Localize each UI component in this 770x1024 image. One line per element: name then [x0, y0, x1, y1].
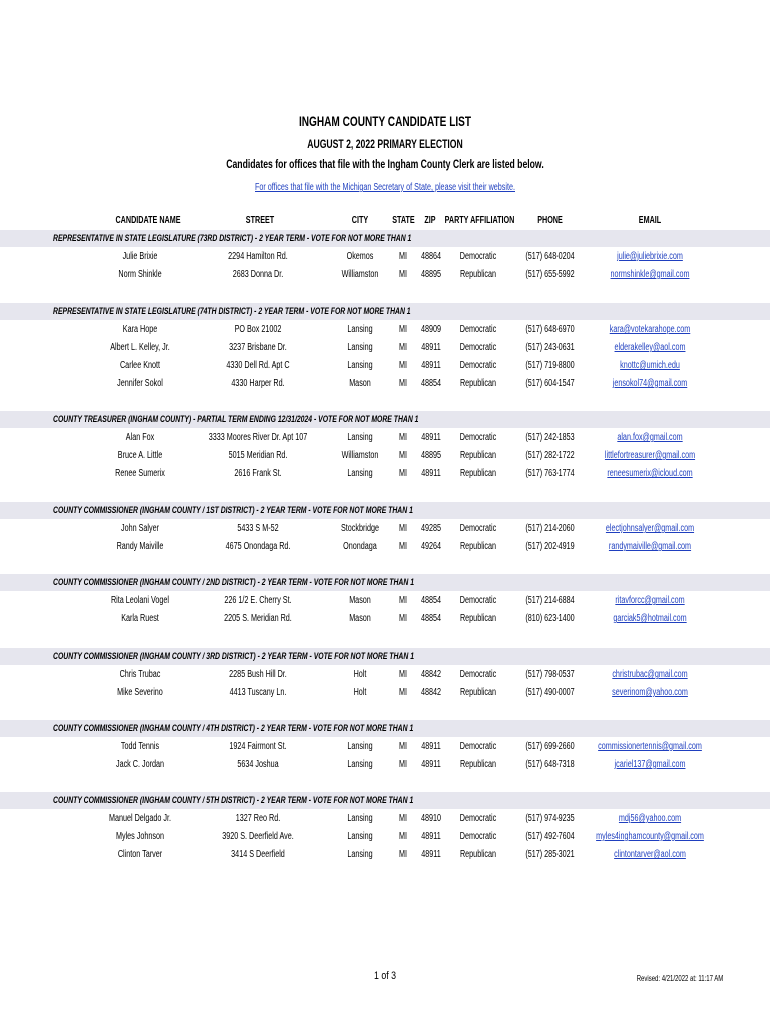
document-title: INGHAM COUNTY CANDIDATE LIST: [298, 113, 472, 129]
section-heading-text: COUNTY COMMISSIONER (INGHAM COUNTY / 5TH DISTRICT) - 2 YEAR TERM - VOTE FOR NOT MORE THAN 1: [53, 795, 414, 806]
cell-email[interactable]: littlefortreasurer@gmail.com: [604, 450, 696, 461]
cell-phone: (517) 285-3021: [525, 849, 575, 860]
cell-email[interactable]: garciak5@hotmail.com: [613, 613, 687, 624]
section-heading-text: COUNTY COMMISSIONER (INGHAM COUNTY / 4TH DISTRICT) - 2 YEAR TERM - VOTE FOR NOT MORE THAN 1: [53, 723, 414, 734]
col-city: CITY: [351, 215, 369, 226]
cell-city: Lansing: [347, 741, 373, 752]
table-row: [0, 738, 770, 756]
cell-state: MI: [398, 813, 407, 824]
cell-email[interactable]: normshinkle@gmail.com: [610, 269, 690, 280]
cell-state: MI: [398, 360, 407, 371]
section-heading: [0, 792, 770, 809]
table-row: [0, 810, 770, 828]
cell-phone: (517) 214-2060: [525, 523, 575, 534]
cell-email[interactable]: jensokol74@gmail.com: [612, 378, 688, 389]
cell-city: Lansing: [347, 432, 373, 443]
cell-state: MI: [398, 432, 407, 443]
cell-email[interactable]: christrubac@gmail.com: [612, 669, 688, 680]
cell-street: 3237 Brisbane Dr.: [229, 342, 287, 353]
cell-zip: 48911: [421, 831, 441, 842]
cell-zip: 48911: [421, 432, 441, 443]
cell-zip: 49285: [420, 523, 442, 534]
cell-phone: (517) 243-0631: [525, 342, 575, 353]
cell-zip: 48854: [420, 595, 442, 606]
cell-name: Karla Ruest: [121, 613, 159, 624]
cell-email[interactable]: elderakelley@aol.com: [614, 342, 686, 353]
cell-city: Williamston: [341, 269, 379, 280]
table-row: [0, 339, 770, 357]
cell-email[interactable]: randymaiville@gmail.com: [608, 541, 692, 552]
table-row: [0, 610, 770, 628]
cell-zip: 48895: [420, 269, 442, 280]
cell-name: Jennifer Sokol: [117, 378, 163, 389]
cell-email[interactable]: clintontarver@aol.com: [614, 849, 686, 860]
col-street: STREET: [245, 215, 275, 226]
cell-name: John Salyer: [120, 523, 160, 534]
cell-state: MI: [398, 468, 407, 479]
cell-zip: 48895: [420, 450, 442, 461]
cell-zip: 48911: [421, 759, 441, 770]
cell-city: Mason: [349, 613, 371, 624]
cell-party: Republican: [459, 759, 497, 770]
cell-email[interactable]: julie@juliebrixie.com: [617, 251, 683, 262]
cell-name: Alan Fox: [125, 432, 155, 443]
cell-email[interactable]: reneesumerix@icloud.com: [607, 468, 693, 479]
candidate-section: [0, 792, 770, 864]
cell-party: Democratic: [459, 324, 497, 335]
section-heading: [0, 720, 770, 737]
candidate-section: [0, 648, 770, 702]
cell-phone: (517) 655-5992: [525, 269, 575, 280]
section-heading-text: COUNTY TREASURER (INGHAM COUNTY) - PARTIAL TERM ENDING 12/31/2024 - VOTE FOR NOT MORE THAN 1: [53, 414, 419, 425]
cell-state: MI: [398, 269, 407, 280]
table-row: [0, 846, 770, 864]
cell-name: Clinton Tarver: [117, 849, 163, 860]
cell-street: 2205 S. Meridian Rd.: [224, 613, 292, 624]
cell-zip: 48854: [420, 378, 442, 389]
table-row: [0, 465, 770, 483]
cell-state: MI: [398, 687, 407, 698]
cell-phone: (517) 719-8800: [525, 360, 575, 371]
cell-name: Myles Johnson: [115, 831, 165, 842]
col-party: PARTY AFFILIATION: [444, 215, 515, 226]
candidate-section: [0, 574, 770, 628]
cell-city: Onondaga: [343, 541, 377, 552]
cell-zip: 48911: [421, 342, 441, 353]
cell-party: Republican: [459, 613, 497, 624]
section-heading: [0, 303, 770, 320]
table-row: [0, 429, 770, 447]
cell-party: Democratic: [459, 432, 497, 443]
cell-party: Democratic: [459, 251, 497, 262]
cell-phone: (517) 648-0204: [525, 251, 575, 262]
cell-street: 4330 Dell Rd. Apt C: [226, 360, 290, 371]
cell-street: 4675 Onondaga Rd.: [225, 541, 291, 552]
cell-party: Democratic: [459, 523, 497, 534]
cell-name: Manuel Delgado Jr.: [108, 813, 172, 824]
col-state: STATE: [392, 215, 415, 226]
cell-zip: 48911: [421, 741, 441, 752]
cell-phone: (517) 763-1774: [525, 468, 575, 479]
cell-name: Chris Trubac: [119, 669, 161, 680]
cell-zip: 48854: [420, 613, 442, 624]
cell-city: Lansing: [347, 813, 373, 824]
cell-zip: 49264: [420, 541, 442, 552]
cell-phone: (517) 490-0007: [525, 687, 575, 698]
cell-state: MI: [398, 613, 407, 624]
cell-name: Carlee Knott: [119, 360, 161, 371]
col-name: CANDIDATE NAME: [115, 215, 181, 226]
cell-party: Democratic: [459, 360, 497, 371]
cell-city: Holt: [353, 669, 367, 680]
cell-name: Jack C. Jordan: [115, 759, 165, 770]
cell-phone: (517) 242-1853: [525, 432, 575, 443]
cell-street: 5015 Meridian Rd.: [228, 450, 288, 461]
cell-email[interactable]: jcariel137@gmail.com: [614, 759, 686, 770]
cell-party: Republican: [459, 378, 497, 389]
column-headers: [0, 215, 770, 229]
cell-email[interactable]: myles4inghamcounty@gmail.com: [596, 831, 704, 842]
section-heading: [0, 502, 770, 519]
revised-date: Revised: 4/21/2022 at: 11:17 AM: [636, 974, 724, 983]
table-row: [0, 266, 770, 284]
cell-street: 4413 Tuscany Ln.: [229, 687, 287, 698]
cell-street: 1327 Reo Rd.: [235, 813, 281, 824]
cell-city: Mason: [349, 378, 371, 389]
cell-email[interactable]: knottc@umich.edu: [620, 360, 680, 371]
cell-state: MI: [398, 450, 407, 461]
cell-city: Lansing: [347, 360, 373, 371]
section-heading-text: COUNTY COMMISSIONER (INGHAM COUNTY / 1ST DISTRICT) - 2 YEAR TERM - VOTE FOR NOT MORE THAN 1: [53, 505, 413, 516]
cell-party: Democratic: [459, 342, 497, 353]
table-row: [0, 666, 770, 684]
cell-name: Mike Severino: [117, 687, 163, 698]
cell-city: Lansing: [347, 831, 373, 842]
cell-email[interactable]: commissionertennis@gmail.com: [598, 741, 702, 752]
sos-website-link[interactable]: For offices that file with the Michigan Secretary of State, please visit their website.: [255, 182, 515, 193]
cell-city: Lansing: [347, 342, 373, 353]
document-subtitle: Candidates for offices that file with the Ingham County Clerk are listed below.: [226, 157, 544, 171]
cell-phone: (517) 492-7604: [525, 831, 575, 842]
cell-state: MI: [398, 324, 407, 335]
cell-name: Bruce A. Little: [117, 450, 163, 461]
cell-street: 2683 Donna Dr.: [232, 269, 284, 280]
cell-state: MI: [398, 741, 407, 752]
cell-street: 2294 Hamilton Rd.: [228, 251, 288, 262]
cell-zip: 48911: [421, 849, 441, 860]
cell-name: Norm Shinkle: [118, 269, 162, 280]
cell-phone: (517) 214-6884: [525, 595, 575, 606]
table-row: [0, 321, 770, 339]
cell-zip: 48909: [420, 324, 442, 335]
cell-name: Rita Leolani Vogel: [110, 595, 170, 606]
cell-zip: 48842: [420, 687, 442, 698]
candidate-section: [0, 303, 770, 393]
cell-state: MI: [398, 251, 407, 262]
cell-email[interactable]: electjohnsalyer@gmail.com: [605, 523, 695, 534]
cell-state: MI: [398, 669, 407, 680]
cell-state: MI: [398, 595, 407, 606]
table-row: [0, 592, 770, 610]
cell-phone: (517) 282-1722: [525, 450, 575, 461]
cell-street: PO Box 21002: [234, 324, 282, 335]
cell-street: 3414 S Deerfield: [231, 849, 285, 860]
cell-state: MI: [398, 849, 407, 860]
cell-city: Okemos: [346, 251, 374, 262]
cell-email[interactable]: mdj56@yahoo.com: [618, 813, 682, 824]
cell-party: Republican: [459, 468, 497, 479]
section-heading: [0, 411, 770, 428]
cell-zip: 48911: [421, 360, 441, 371]
cell-party: Republican: [459, 269, 497, 280]
cell-phone: (517) 648-7318: [525, 759, 575, 770]
cell-state: MI: [398, 342, 407, 353]
cell-phone: (517) 202-4919: [525, 541, 575, 552]
cell-street: 2285 Bush Hill Dr.: [229, 669, 287, 680]
cell-phone: (517) 699-2660: [525, 741, 575, 752]
table-row: [0, 248, 770, 266]
cell-city: Lansing: [347, 759, 373, 770]
cell-state: MI: [398, 831, 407, 842]
cell-street: 2616 Frank St.: [234, 468, 282, 479]
cell-street: 226 1/2 E. Cherry St.: [224, 595, 292, 606]
candidate-section: [0, 502, 770, 556]
col-zip: ZIP: [424, 215, 436, 226]
cell-city: Mason: [349, 595, 371, 606]
table-row: [0, 684, 770, 702]
cell-name: Todd Tennis: [120, 741, 160, 752]
cell-city: Lansing: [347, 468, 373, 479]
candidate-section: [0, 230, 770, 284]
section-heading: [0, 648, 770, 665]
section-heading-text: REPRESENTATIVE IN STATE LEGISLATURE (73RD DISTRICT) - 2 YEAR TERM - VOTE FOR NOT MORE THAN 1: [53, 233, 412, 244]
table-row: [0, 520, 770, 538]
cell-email[interactable]: ritavforcc@gmail.com: [615, 595, 685, 606]
cell-city: Lansing: [347, 849, 373, 860]
cell-name: Albert L. Kelley, Jr.: [110, 342, 170, 353]
cell-email[interactable]: alan.fox@gmail.com: [617, 432, 683, 443]
cell-city: Lansing: [347, 324, 373, 335]
cell-party: Republican: [459, 541, 497, 552]
cell-street: 5634 Joshua: [237, 759, 279, 770]
cell-party: Democratic: [459, 595, 497, 606]
cell-city: Williamston: [341, 450, 379, 461]
cell-zip: 48864: [420, 251, 442, 262]
cell-party: Republican: [459, 450, 497, 461]
cell-phone: (517) 798-0537: [525, 669, 575, 680]
table-row: [0, 756, 770, 774]
cell-street: 1924 Fairmont St.: [229, 741, 287, 752]
cell-name: Renee Sumerix: [115, 468, 165, 479]
cell-party: Democratic: [459, 831, 497, 842]
cell-party: Republican: [459, 687, 497, 698]
table-row: [0, 538, 770, 556]
cell-email[interactable]: kara@votekarahope.com: [609, 324, 691, 335]
candidate-section: [0, 411, 770, 483]
section-heading-text: REPRESENTATIVE IN STATE LEGISLATURE (74TH DISTRICT) - 2 YEAR TERM - VOTE FOR NOT MORE THAN 1: [53, 306, 411, 317]
cell-phone: (810) 623-1400: [525, 613, 575, 624]
table-row: [0, 375, 770, 393]
cell-phone: (517) 648-6970: [525, 324, 575, 335]
cell-zip: 48911: [421, 468, 441, 479]
page-number: 1 of 3: [373, 970, 397, 982]
cell-street: 5433 S M-52: [237, 523, 279, 534]
cell-city: Holt: [353, 687, 367, 698]
cell-state: MI: [398, 523, 407, 534]
candidate-section: [0, 720, 770, 774]
table-row: [0, 828, 770, 846]
cell-party: Democratic: [459, 741, 497, 752]
cell-zip: 48910: [420, 813, 442, 824]
cell-email[interactable]: severinom@yahoo.com: [612, 687, 688, 698]
cell-street: 3920 S. Deerfield Ave.: [222, 831, 294, 842]
cell-city: Stockbridge: [340, 523, 380, 534]
cell-state: MI: [398, 759, 407, 770]
section-heading-text: COUNTY COMMISSIONER (INGHAM COUNTY / 3RD DISTRICT) - 2 YEAR TERM - VOTE FOR NOT MORE THAN 1: [53, 651, 415, 662]
section-heading-text: COUNTY COMMISSIONER (INGHAM COUNTY / 2ND DISTRICT) - 2 YEAR TERM - VOTE FOR NOT MORE THAN 1: [53, 577, 415, 588]
cell-phone: (517) 974-9235: [525, 813, 575, 824]
cell-party: Democratic: [459, 813, 497, 824]
cell-state: MI: [398, 378, 407, 389]
cell-party: Republican: [459, 849, 497, 860]
cell-state: MI: [398, 541, 407, 552]
table-row: [0, 357, 770, 375]
cell-phone: (517) 604-1547: [525, 378, 575, 389]
table-row: [0, 447, 770, 465]
section-heading: [0, 574, 770, 591]
section-heading: [0, 230, 770, 247]
cell-zip: 48842: [420, 669, 442, 680]
cell-name: Kara Hope: [122, 324, 158, 335]
cell-street: 3333 Moores River Dr. Apt 107: [208, 432, 308, 443]
election-title: AUGUST 2, 2022 PRIMARY ELECTION: [307, 137, 463, 151]
col-phone: PHONE: [537, 215, 563, 226]
cell-name: Julie Brixie: [122, 251, 158, 262]
col-email: EMAIL: [638, 215, 662, 226]
cell-street: 4330 Harper Rd.: [231, 378, 285, 389]
cell-name: Randy Maiville: [116, 541, 164, 552]
cell-party: Democratic: [459, 669, 497, 680]
